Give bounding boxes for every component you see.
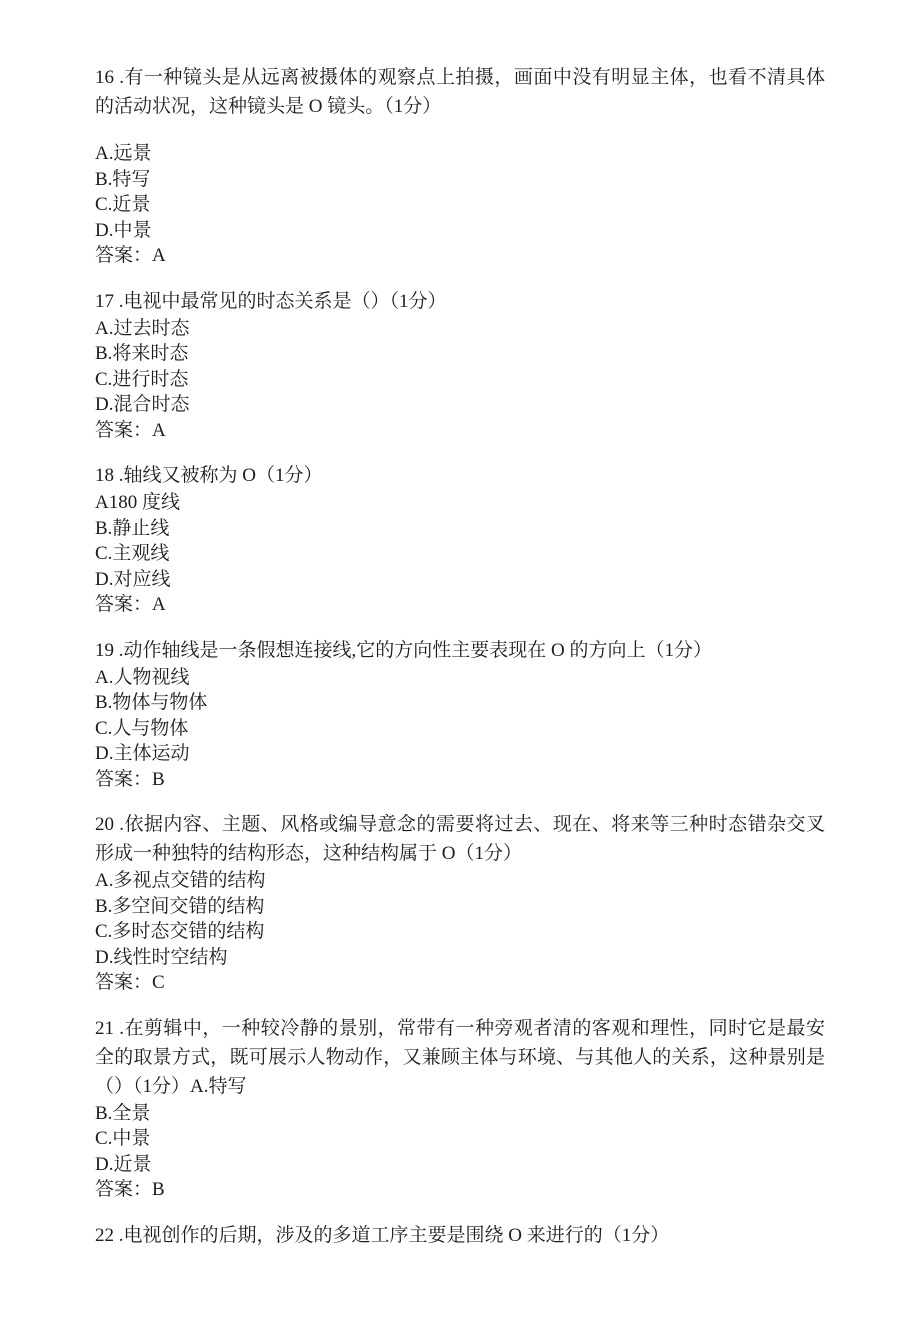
option-line: D.中景: [95, 219, 152, 241]
option-line: C.主观线: [95, 543, 170, 564]
question-options: [95, 665, 825, 793]
option-line: A180 度线: [95, 492, 180, 513]
question-text: 17 .电视中最常见的时态关系是（）（1分）: [95, 290, 447, 312]
answer-line: 答案：A: [95, 594, 166, 615]
option-line: C.近景: [95, 194, 151, 215]
question-options: [95, 868, 825, 996]
option-line: D.主体运动: [95, 743, 190, 764]
answer-line: 答案：B: [95, 768, 165, 790]
option-line: A.人物视线: [95, 666, 190, 688]
option-line: B.特写: [95, 168, 151, 190]
question-17: [95, 287, 825, 444]
question-text: 18 .轴线又被称为 O（1分）: [95, 465, 323, 486]
question-22: [95, 1221, 825, 1250]
option-line: B.将来时态: [95, 343, 189, 364]
question-20: [95, 810, 825, 996]
option-line: B.静止线: [95, 517, 170, 539]
question-text: 19 .动作轴线是一条假想连接线,它的方向性主要表现在 O 的方向上（1分）: [95, 639, 712, 661]
option-line: B.多空间交错的结构: [95, 895, 265, 917]
question-text: 20 .依据内容、主题、风格或编导意念的需要将过去、现在、将来等三种时态错杂交叉形成一种独特的结构形态，这种结构属于 O（1分）: [95, 814, 825, 864]
option-line: A.远景: [95, 143, 152, 164]
question-text: 16 .有一种镜头是从远离被摄体的观察点上拍摄，画面中没有明显主体，也看不清具体的活动状况，这种镜头是 O 镜头。（1分）: [95, 67, 825, 117]
question-19: [95, 636, 825, 793]
option-line: D.对应线: [95, 568, 171, 590]
option-line: A.多视点交错的结构: [95, 870, 266, 891]
question-text: 21 .在剪辑中，一种较冷静的景别，常带有一种旁观者清的客观和理性，同时它是最安全的取景方式，既可展示人物动作，又兼顾主体与环境、与其他人的关系，这种景别是（）（1分）A.特写: [95, 1017, 825, 1097]
option-line: C.中景: [95, 1128, 151, 1149]
option-line: D.混合时态: [95, 394, 190, 415]
question-options: [95, 490, 825, 618]
question-16: [95, 63, 825, 269]
question-options: [95, 1101, 825, 1203]
question-options: [95, 316, 825, 444]
answer-line: 答案：C: [95, 972, 165, 993]
option-line: C.进行时态: [95, 368, 189, 390]
question-18: [95, 461, 825, 618]
answer-line: 答案：B: [95, 1179, 165, 1200]
option-line: A.过去时态: [95, 317, 190, 339]
answer-line: 答案：A: [95, 419, 166, 441]
option-line: D.近景: [95, 1153, 152, 1175]
option-line: B.物体与物体: [95, 692, 208, 713]
option-line: C.多时态交错的结构: [95, 921, 265, 942]
option-line: C.人与物体: [95, 717, 189, 739]
question-options: [95, 141, 825, 269]
option-line: D.线性时空结构: [95, 946, 228, 968]
question-21: [95, 1014, 825, 1203]
question-text: 22 .电视创作的后期，涉及的多道工序主要是围绕 O 来进行的（1分）: [95, 1224, 670, 1246]
answer-line: 答案：A: [95, 245, 166, 266]
option-line: B.全景: [95, 1102, 151, 1124]
